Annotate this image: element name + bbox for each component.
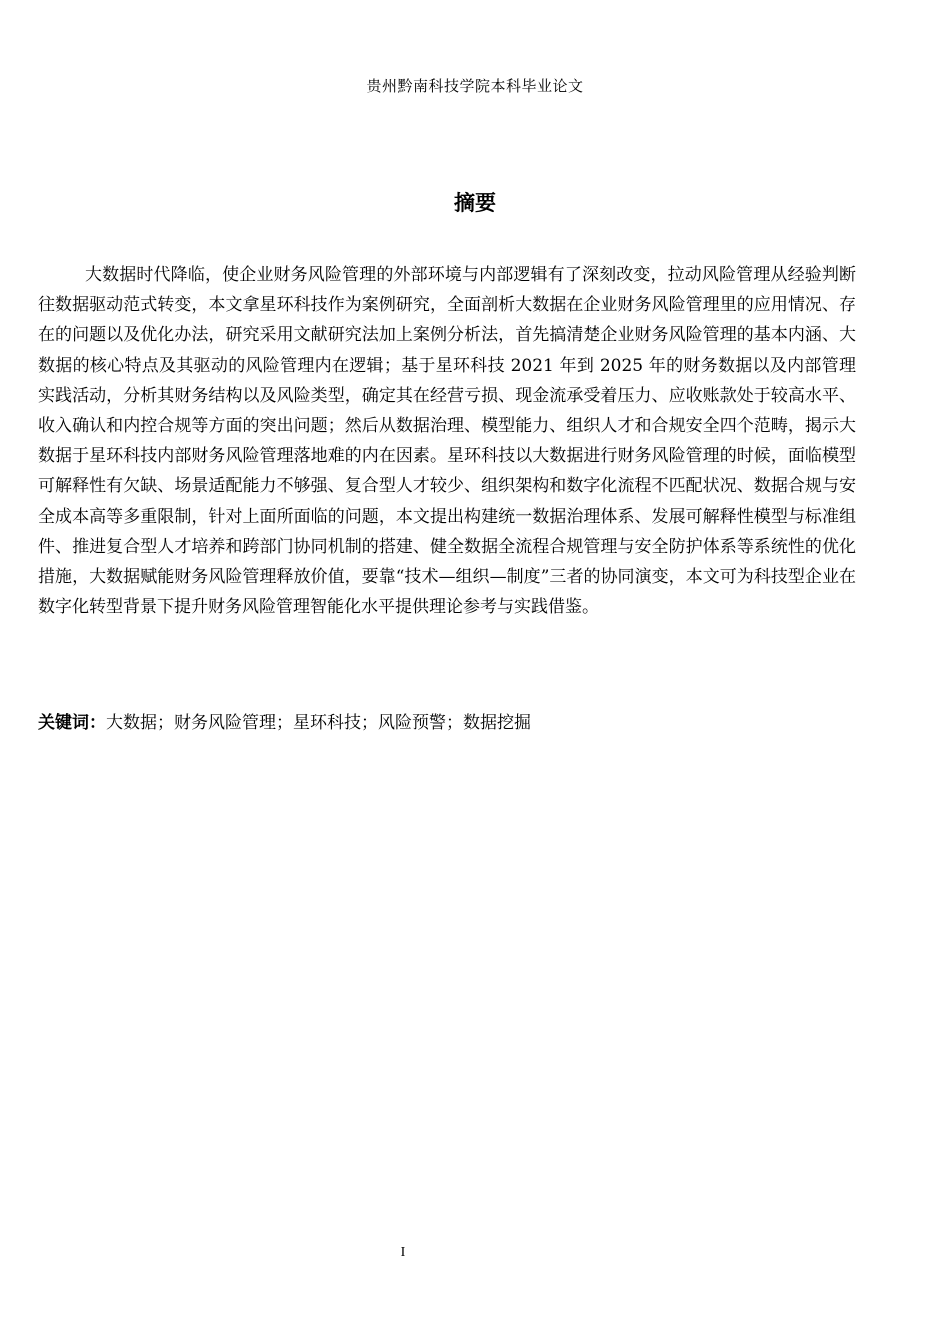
abstract-title: 摘要 xyxy=(454,191,496,215)
abstract-body: 大数据时代降临，使企业财务风险管理的外部环境与内部逻辑有了深刻改变，拉动风险管理从经验判断往数据驱动范式转变，本文拿星环科技作为案例研究，全面剖析大数据在企业财务风险管理里的应用情况、存在的问题以及优化办法，研究采用文献研究法加上案例分析法，首先搞清楚企业财务风险管理的基本内涵、大数据的核心特点及其驱动的风险管理内在逻辑；基于星环科技 2021 年到 2025 年的财务数据以及内部管理实践活动，分析其财务结构以及风险类型，确定其在经营亏损、现金流承受着压力、应收账款处于较高水平、收入确认和内控合规等方面的突出问题；然后从数据治理、模型能力、组织人才和合规安全四个范畴，揭示大数据于星环科技内部财务风险管理落地难的内在因素。星环科技以大数据进行财务风险管理的时候，面临模型可解释性有欠缺、场景适配能力不够强、复合型人才较少、组织架构和数字化流程不匹配状况、数据合规与安全成本高等多重限制，针对上面所面临的问题，本文提出构建统一数据治理体系、发展可解释性模型与标准组件、推进复合型人才培养和跨部门协同机制的搭建、健全数据全流程合规管理与安全防护体系等系统性的优化措施，大数据赋能财务风险管理释放价值，要靠“技术—组织—制度”三者的协同演变，本文可为科技型企业在数字化转型背景下提升财务风险管理智能化水平提供理论参考与实践借鉴。 xyxy=(38,265,856,618)
keywords-line xyxy=(38,708,856,738)
page-number: I xyxy=(400,1245,406,1260)
keywords-label: 关键词： xyxy=(38,713,106,733)
keywords-text: 大数据；财务风险管理；星环科技；风险预警；数据挖掘 xyxy=(106,713,531,733)
running-header: 贵州黔南科技学院本科毕业论文 xyxy=(366,77,584,95)
